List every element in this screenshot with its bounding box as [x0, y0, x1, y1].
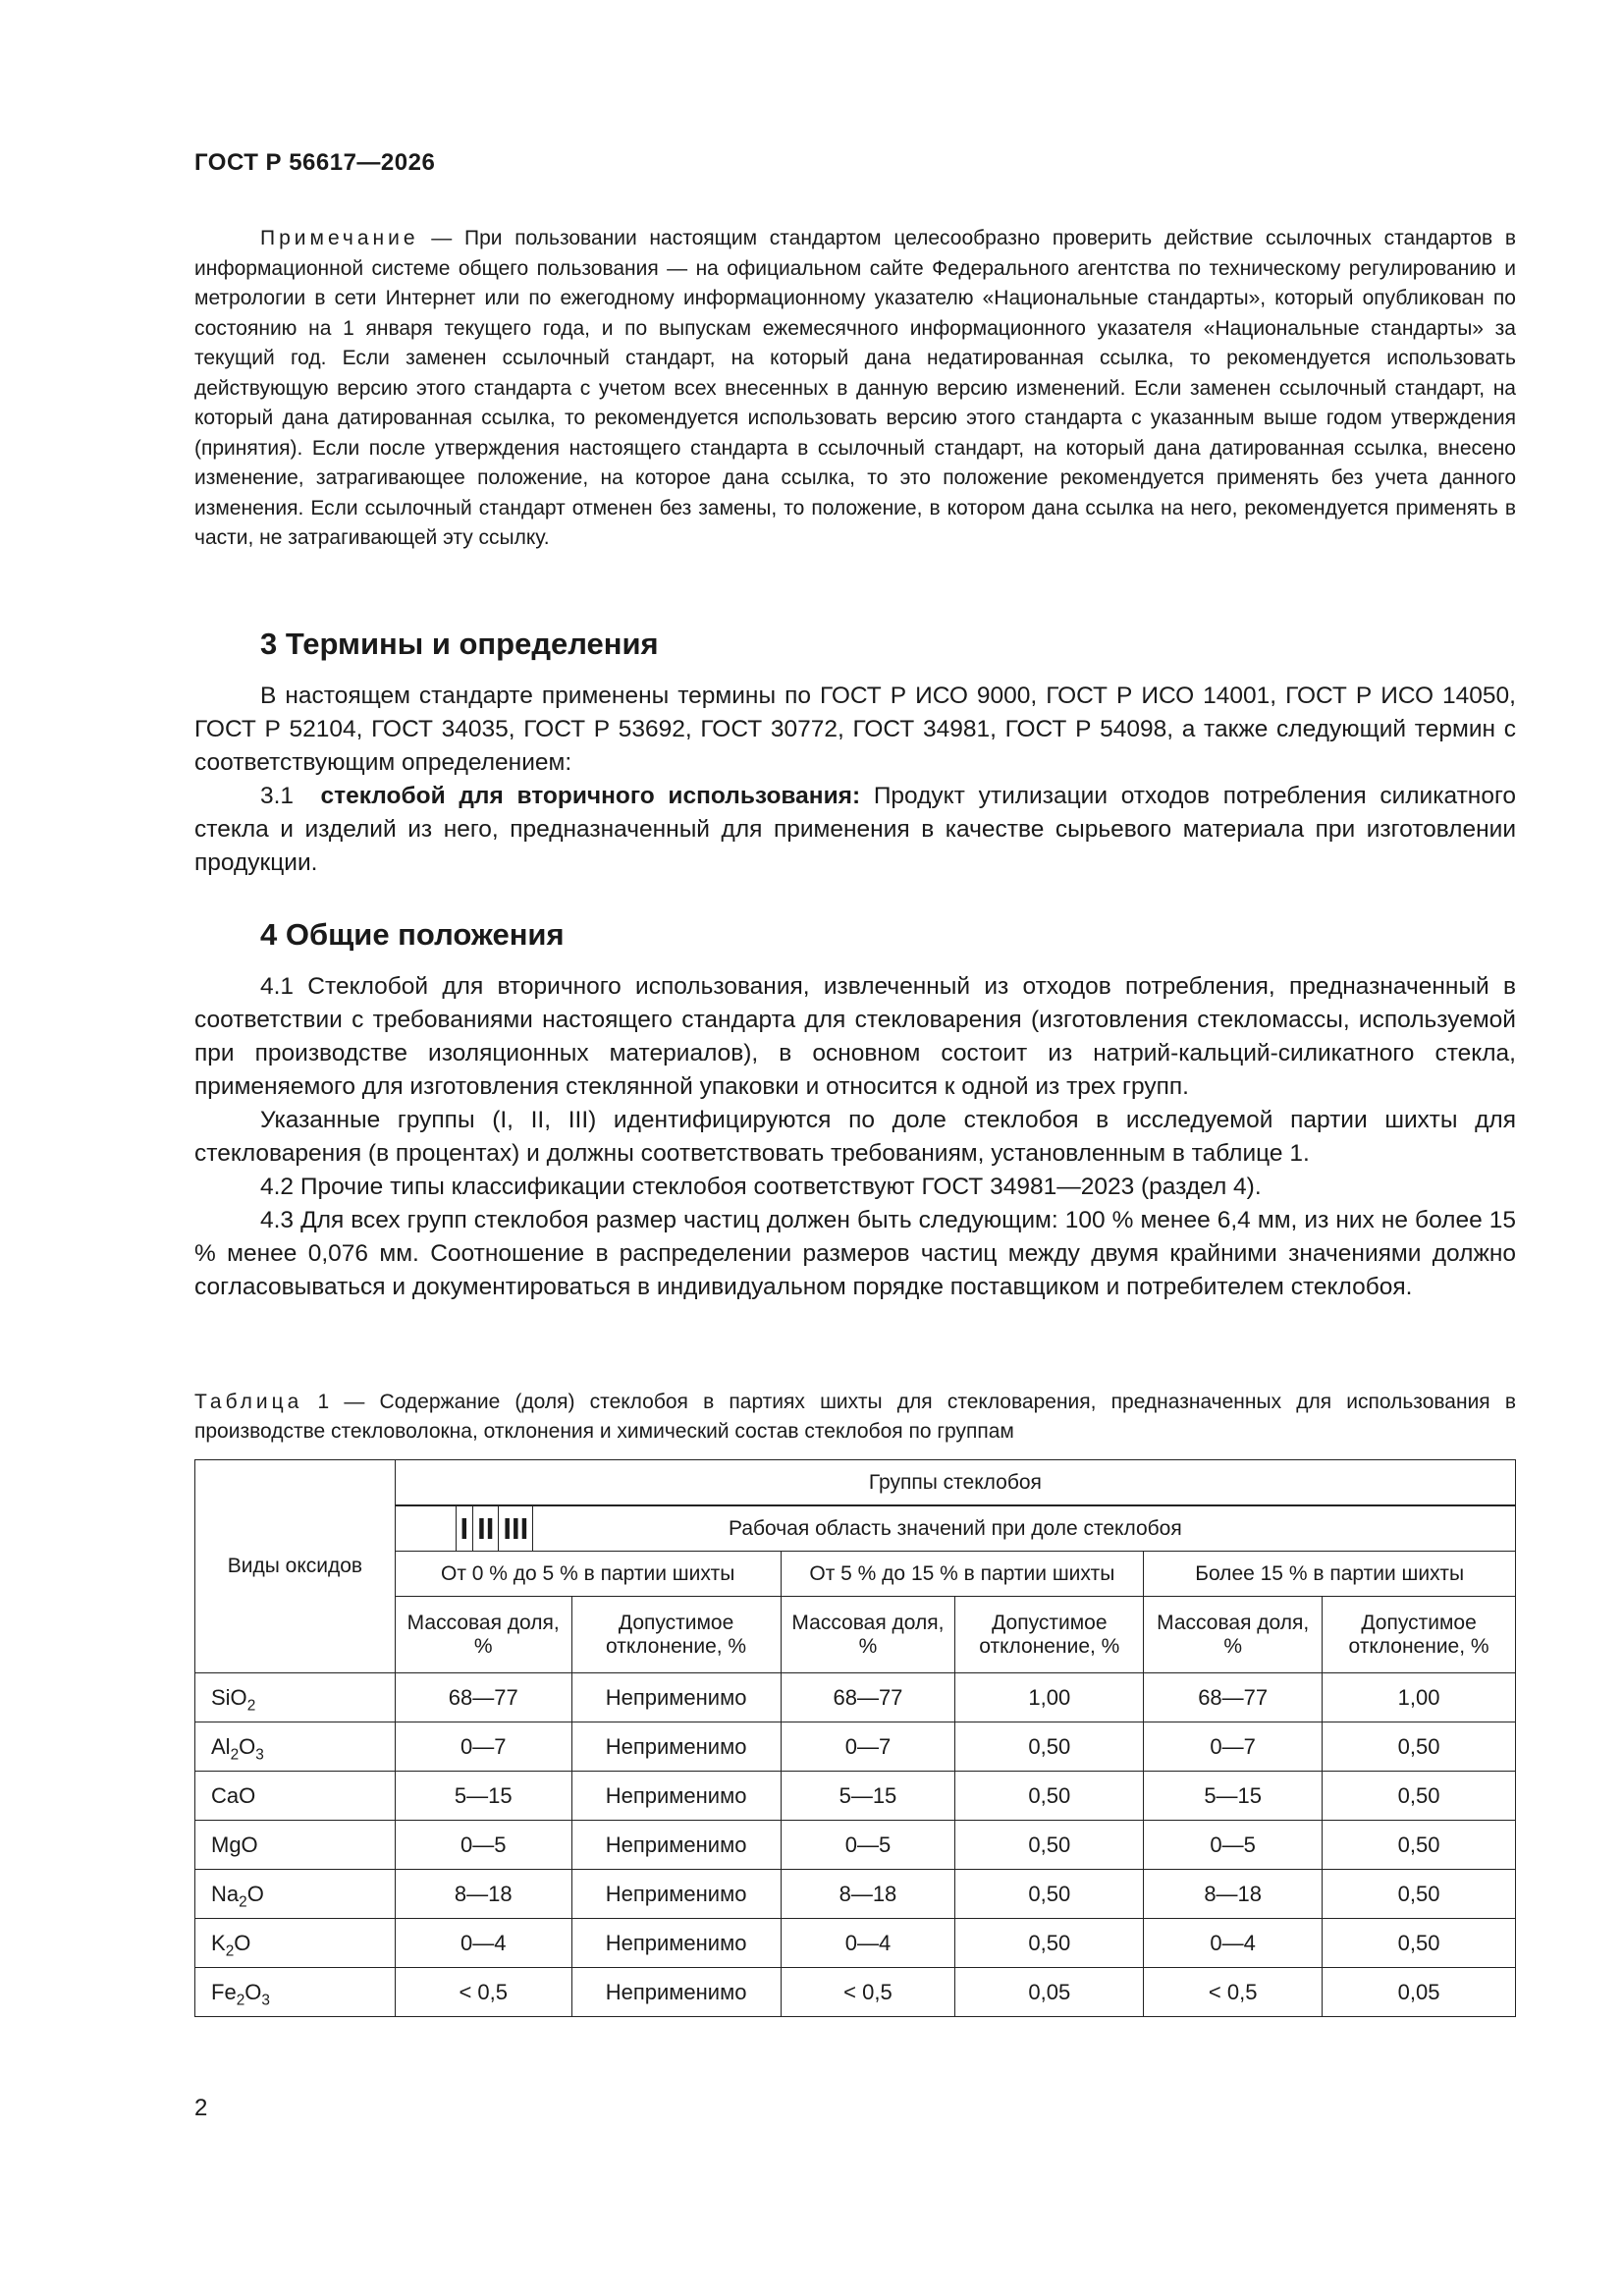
table-cell: 5—15 — [395, 1772, 571, 1821]
header-group-1: I — [456, 1506, 473, 1552]
table-cell: 0,05 — [955, 1968, 1144, 2017]
table-cell: Неприменимо — [571, 1673, 781, 1722]
note-paragraph — [194, 224, 1516, 554]
header-mass-3: Массовая доля, % — [1144, 1597, 1323, 1673]
table-caption — [194, 1388, 1516, 1447]
table-cell: 0,50 — [955, 1722, 1144, 1772]
table-cell: 0,50 — [1323, 1821, 1516, 1870]
header-dev-1: Допустимое отклонение, % — [571, 1597, 781, 1673]
section-3-body — [194, 680, 1516, 880]
header-group-3: III — [499, 1506, 533, 1552]
term-number: 3.1 — [260, 783, 295, 809]
table-cell: 1,00 — [955, 1673, 1144, 1722]
table-cell: 0—7 — [781, 1722, 955, 1772]
table-cell: 0,50 — [1323, 1919, 1516, 1968]
table-cell: 0—4 — [395, 1919, 571, 1968]
table-cell: < 0,5 — [1144, 1968, 1323, 2017]
table-cell: 5—15 — [1144, 1772, 1323, 1821]
document-id: ГОСТ Р 56617—2026 — [194, 149, 436, 176]
table-row — [195, 1673, 1516, 1722]
table-cell: 0,50 — [1323, 1870, 1516, 1919]
header-oxides: Виды оксидов — [195, 1460, 396, 1673]
table-cell: Неприменимо — [571, 1968, 781, 2017]
table-cell: 68—77 — [395, 1673, 571, 1722]
table-cell: 5—15 — [781, 1772, 955, 1821]
table-cell: 1,00 — [1323, 1673, 1516, 1722]
oxide-cell: MgO — [195, 1821, 396, 1870]
section-3-intro: В настоящем стандарте применены термины по ГОСТ Р ИСО 9000, ГОСТ Р ИСО 14001, ГОСТ Р ИСО 14050, ГОСТ Р 52104, ГОСТ 34035, ГОСТ Р 53692, ГОСТ 30772, ГОСТ 34981, ГОСТ Р 54098, а также следующий термин с соответствующим определением: — [194, 683, 1516, 776]
header-range-2: От 5 % до 15 % в партии шихты — [781, 1552, 1144, 1597]
para-4-2: 4.2 Прочие типы классификации стеклобоя соответствуют ГОСТ 34981—2023 (раздел 4). — [260, 1174, 1262, 1200]
section-3-heading: 3 Термины и определения — [260, 627, 659, 661]
section-4-body — [194, 970, 1516, 1304]
table-row — [195, 1870, 1516, 1919]
header-mass-1: Массовая доля, % — [395, 1597, 571, 1673]
table-cell: 68—77 — [1144, 1673, 1323, 1722]
note-text: — При пользовании настоящим стандартом целесообразно проверить действие ссылочных стандартов в информационной системе общего пользования — на официальном сайте Федерального агентства по техническому регулированию и метрологии в сети Интернет или по ежегодному информационному указателю «Национальные стандарты», который опубликован по состоянию на 1 января текущего года, и по выпускам ежемесячного информационного указателя «Национальные стандарты» за текущий год. Если заменен ссылочный стандарт, на который дана недатированная ссылка, то рекомендуется использовать действующую версию этого стандарта с учетом всех внесенных в данную версию изменений. Если заменен ссылочный стандарт, на который дана датированная ссылка, то рекомендуется использовать версию этого стандарта с указанным выше годом утверждения (принятия). Если после утверждения настоящего стандарта в ссылочный стандарт, на который дана датированная ссылка, внесено изменение, затрагивающее положение, на которое дана ссылка, то это положение рекомендуется применять без учета данного изменения. Если ссылочный стандарт отменен без замены, то положение, в котором дана ссылка на него, рекомендуется применять в части, не затрагивающей эту ссылку. — [194, 227, 1516, 549]
table-cell: 0—5 — [395, 1821, 571, 1870]
table-cell: 0—4 — [1144, 1919, 1323, 1968]
oxide-cell: $Al_2O_3$ — [195, 1722, 396, 1772]
table-body — [195, 1673, 1516, 2017]
header-group-2: II — [473, 1506, 499, 1552]
header-range-1: От 0 % до 5 % в партии шихты — [395, 1552, 781, 1597]
table-cell: Неприменимо — [571, 1919, 781, 1968]
para-4-1-groups: Указанные группы (I, II, III) идентифицируются по доле стеклобоя в исследуемой партии шихты для стекловарения (в процентах) и должны соответствовать требованиям, установленным в таблице 1. — [194, 1107, 1516, 1167]
term-3-1 — [194, 780, 1516, 880]
table-cell: 0,50 — [955, 1919, 1144, 1968]
table-cell: 0,50 — [955, 1870, 1144, 1919]
table-cell: 0—5 — [1144, 1821, 1323, 1870]
table-cell: Неприменимо — [571, 1821, 781, 1870]
oxide-cell: $K_2O$ — [195, 1919, 396, 1968]
table-cell: 0,50 — [955, 1772, 1144, 1821]
table-row — [195, 1722, 1516, 1772]
para-4-3: 4.3 Для всех групп стеклобоя размер частиц должен быть следующим: 100 % менее 6,4 мм, из них не более 15 % менее 0,076 мм. Соотношение в распределении размеров частиц между двумя крайними значениями должно согласовываться и документироваться в индивидуальном порядке поставщиком и потребителем стеклобоя. — [194, 1207, 1516, 1300]
table-cell: < 0,5 — [781, 1968, 955, 2017]
table-row — [195, 1772, 1516, 1821]
table-cell: Неприменимо — [571, 1870, 781, 1919]
table-cell: 0,05 — [1323, 1968, 1516, 2017]
oxide-cell: CaO — [195, 1772, 396, 1821]
table-cell: 0—7 — [395, 1722, 571, 1772]
page-number: 2 — [194, 2095, 208, 2121]
oxide-cell: $Fe_2O_3$ — [195, 1968, 396, 2017]
table-cell: 0—7 — [1144, 1722, 1323, 1772]
table-cell: 0,50 — [1323, 1722, 1516, 1772]
section-4-heading: 4 Общие положения — [260, 917, 565, 952]
table-cell: 8—18 — [781, 1870, 955, 1919]
header-groups: Группы стеклобоя — [395, 1460, 1515, 1505]
table-cell: Неприменимо — [571, 1772, 781, 1821]
term-name: стеклобой для вторичного использования: — [320, 783, 861, 809]
table-1 — [194, 1459, 1516, 2017]
table-row — [195, 1919, 1516, 1968]
header-range-3: Более 15 % в партии шихты — [1144, 1552, 1516, 1597]
header-dev-2: Допустимое отклонение, % — [955, 1597, 1144, 1673]
header-range: Рабочая область значений при доле стеклобоя — [395, 1506, 1515, 1552]
header-mass-2: Массовая доля, % — [781, 1597, 955, 1673]
table-row — [195, 1968, 1516, 2017]
table-cell: 0—5 — [781, 1821, 955, 1870]
table-cell: 0,50 — [1323, 1772, 1516, 1821]
table-cell: Неприменимо — [571, 1722, 781, 1772]
oxide-cell: SiO$_2$ — [195, 1673, 396, 1722]
table-caption-text: 1 — Содержание (доля) стеклобоя в партиях шихты для стекловарения, предназначенных для использования в производстве стекловолокна, отклонения и химический состав стеклобоя по группам — [194, 1391, 1516, 1443]
table-cell: < 0,5 — [395, 1968, 571, 2017]
term-definition: Продукт утилизации отходов потребления силикатного стекла и изделий из него, предназначенный для применения в качестве сырьевого материала при изготовлении продукции. — [194, 783, 1516, 876]
table-caption-lead: Таблица — [194, 1391, 303, 1413]
table-cell: 0—4 — [781, 1919, 955, 1968]
para-4-1: 4.1 Стеклобой для вторичного использования, извлеченный из отходов потребления, предназначенный в соответствии с требованиями настоящего стандарта для стекловарения (изготовления стекломассы, используемой при производстве изоляционных материалов), в основном состоит из натрий-кальций-силикатного стекла, применяемого для изготовления стеклянной упаковки и относится к одной из трех групп. — [194, 973, 1516, 1100]
table-cell: 8—18 — [395, 1870, 571, 1919]
table-row — [195, 1821, 1516, 1870]
table-cell: 68—77 — [781, 1673, 955, 1722]
table-cell: 0,50 — [955, 1821, 1144, 1870]
note-lead: Примечание — [260, 227, 419, 249]
oxide-cell: $Na_2O$ — [195, 1870, 396, 1919]
header-dev-3: Допустимое отклонение, % — [1323, 1597, 1516, 1673]
table-cell: 8—18 — [1144, 1870, 1323, 1919]
